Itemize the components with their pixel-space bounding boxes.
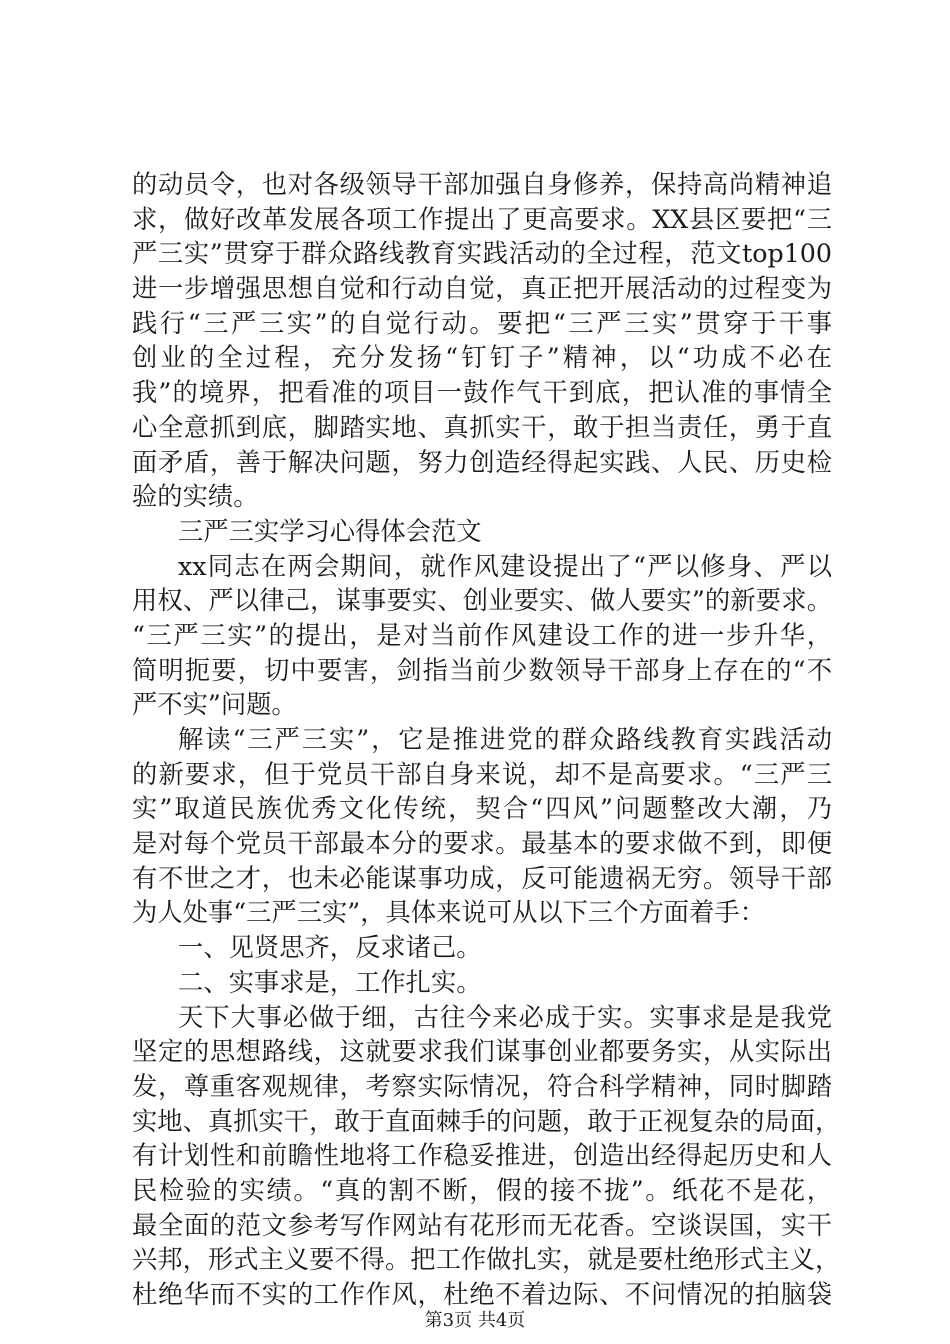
text-line: 验的实绩。 bbox=[132, 482, 259, 512]
text-line: 面矛盾，善于解决问题，努力创造经得起实践、人民、历史检 bbox=[132, 447, 832, 477]
text-line: 简明扼要，切中要害，剑指当前少数领导干部身上存在的“不 bbox=[132, 655, 832, 685]
text-line: 实”取道民族优秀文化传统，契合“四风”问题整改大潮，乃 bbox=[132, 794, 832, 824]
text-line: 进一步增强思想自觉和行动自觉，真正把开展活动的过程变为 bbox=[132, 274, 832, 304]
text-line: 杜绝华而不实的工作作风，杜绝不着边际、不问情况的拍脑袋 bbox=[132, 1280, 832, 1309]
page-footer: 第3页 共4页 bbox=[424, 1310, 526, 1331]
text-line: 践行“三严三实”的自觉行动。要把“三严三实”贯穿于干事 bbox=[132, 308, 832, 338]
text-line: 一、见贤思齐，反求诸己。 bbox=[178, 933, 482, 963]
text-line: 求，做好改革发展各项工作提出了更高要求。XX县区要把“三 bbox=[132, 204, 832, 234]
document-body bbox=[132, 168, 841, 1313]
text-line: 天下大事必做于细，古往今来必成于实。实事求是是我党 bbox=[178, 1002, 832, 1032]
text-line: 有不世之才，也未必能谋事功成，反可能遗祸无穷。领导干部 bbox=[132, 863, 832, 893]
text-line: 严三实”贯穿于群众路线教育实践活动的全过程，范文top100 bbox=[132, 239, 832, 269]
text-line: 有计划性和前瞻性地将工作稳妥推进，创造出经得起历史和人 bbox=[132, 1141, 832, 1171]
text-line: 我”的境界，把看准的项目一鼓作气干到底，把认准的事情全 bbox=[132, 378, 832, 408]
text-line: 创业的全过程，充分发扬“钉钉子”精神，以“功成不必在 bbox=[132, 343, 832, 373]
text-line: 发，尊重客观规律，考察实际情况，符合科学精神，同时脚踏 bbox=[132, 1071, 832, 1101]
text-line: 为人处事“三严三实”，具体来说可从以下三个方面着手： bbox=[132, 898, 765, 928]
text-line: 解读“三严三实”，它是推进党的群众路线教育实践活动 bbox=[178, 725, 832, 754]
text-line: “三严三实”的提出，是对当前作风建设工作的进一步升华， bbox=[132, 620, 832, 650]
text-line: 用权、严以律己，谋事要实、创业要实、做人要实”的新要求。 bbox=[132, 586, 832, 616]
text-line: 最全面的范文参考写作网站有花形而无花香。空谈误国，实干 bbox=[132, 1210, 832, 1240]
text-line: 兴邦，形式主义要不得。把工作做扎实，就是要杜绝形式主义， bbox=[132, 1245, 841, 1275]
text-line: 二、实事求是，工作扎实。 bbox=[178, 967, 482, 997]
text-line: xx同志在两会期间，就作风建设提出了“严以修身、严以 bbox=[178, 551, 832, 581]
text-line: 的新要求，但于党员干部自身来说，却不是高要求。“三严三 bbox=[132, 759, 832, 789]
text-line: 坚定的思想路线，这就要求我们谋事创业都要务实，从实际出 bbox=[132, 1037, 832, 1067]
text-line: 心全意抓到底，脚踏实地、真抓实干，敢于担当责任，勇于直 bbox=[132, 412, 832, 442]
text-line: 三严三实学习心得体会范文 bbox=[178, 516, 482, 546]
text-line: 民检验的实绩。“真的割不断，假的接不拢”。纸花不是花， bbox=[132, 1175, 832, 1205]
text-line: 严不实”问题。 bbox=[132, 690, 297, 720]
text-line: 是对每个党员干部最本分的要求。最基本的要求做不到，即便 bbox=[132, 829, 832, 859]
text-line: 实地、真抓实干，敢于直面棘手的问题，敢于正视复杂的局面， bbox=[132, 1106, 841, 1136]
text-line: 的动员令，也对各级领导干部加强自身修养，保持高尚精神追 bbox=[132, 170, 832, 199]
